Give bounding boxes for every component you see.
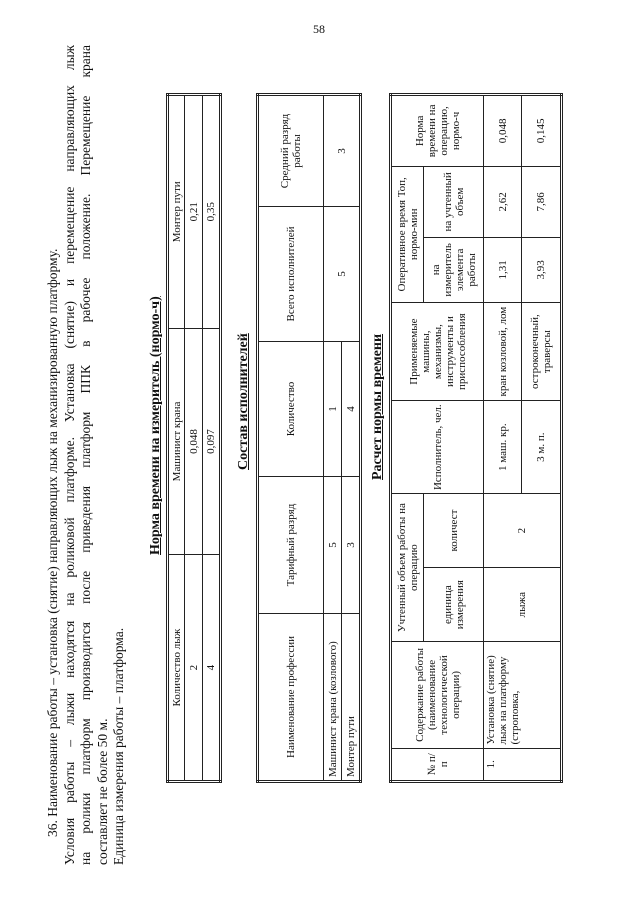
row-norm: 0,048 bbox=[484, 95, 522, 167]
header-machines: Применяемые машины, механизмы, инструменты и приспособления bbox=[391, 302, 484, 401]
header-ski-count: Количество лыж bbox=[168, 555, 185, 782]
total-staff-value: 5 bbox=[324, 207, 361, 342]
table-cell: 0,048 bbox=[185, 328, 203, 555]
calc-table bbox=[389, 93, 563, 783]
row-unit: лыжа bbox=[484, 568, 562, 642]
table-cell: 0,35 bbox=[203, 95, 221, 329]
header-work-content: Содержание работы (наименование технологической операции) bbox=[391, 642, 484, 748]
norm-table bbox=[166, 93, 222, 783]
staff-table bbox=[256, 93, 362, 783]
norm-table-title: Норма времени на измеритель (нормо-ч) bbox=[148, 296, 163, 555]
description-line-3: на ролики платформ производится после приведения платформ ППК в рабочее положение. Перемещение крана bbox=[78, 45, 93, 865]
table-cell: 0,21 bbox=[185, 95, 203, 329]
row-content: Установка (снятие) лыж на платформу (строповка, bbox=[484, 642, 562, 748]
row-norm: 0,145 bbox=[522, 95, 562, 167]
header-tariff-grade: Тарифный разряд bbox=[258, 477, 324, 614]
header-avg-grade: Средний разряд работы bbox=[258, 95, 324, 207]
work-description bbox=[45, 45, 128, 865]
rotated-page-content bbox=[45, 25, 605, 865]
table-cell: 5 bbox=[324, 477, 342, 614]
header-volume: Учтенный объем работы на операцию bbox=[391, 494, 424, 642]
description-line-2: Условия работы – лыжи находятся на роликовой платформе. Установка (снятие) и перемещение направляющих лыж bbox=[61, 45, 77, 865]
header-total-staff: Всего исполнителей bbox=[258, 207, 324, 342]
header-crane-operator: Машинист крана bbox=[168, 328, 185, 555]
header-per-volume: на учтенный объем bbox=[424, 166, 484, 237]
table-cell: 4 bbox=[342, 342, 361, 477]
table-cell: 2 bbox=[185, 555, 203, 782]
description-line-5: Единица измерения работы – платформа. bbox=[111, 627, 126, 865]
row-per-unit: 1,31 bbox=[484, 237, 522, 302]
page-number: 58 bbox=[313, 22, 325, 36]
header-profession: Наименование профессии bbox=[258, 614, 324, 782]
header-executor: Исполнитель, чел. bbox=[391, 401, 484, 494]
table-cell: 1 bbox=[324, 342, 342, 477]
calc-table-title: Расчет нормы времени bbox=[370, 333, 385, 480]
table-cell: 3 bbox=[342, 477, 361, 614]
staff-table-title: Состав исполнителей bbox=[236, 333, 251, 470]
table-cell: Машинист крана (козлового) bbox=[324, 614, 342, 782]
row-per-unit: 3,93 bbox=[522, 237, 562, 302]
row-per-volume: 7,86 bbox=[522, 166, 562, 237]
header-track-worker: Монтер пути bbox=[168, 95, 185, 329]
row-number: 1. bbox=[484, 748, 562, 781]
description-line-1: 36. Наименование работы – установка (снятие) направляющих лыж на механизированную платформу. bbox=[45, 248, 60, 837]
header-unit: единица измерения bbox=[424, 568, 484, 642]
header-count: Количество bbox=[258, 342, 324, 477]
table-cell: Монтер пути bbox=[342, 614, 361, 782]
avg-grade-value: 3 bbox=[324, 95, 361, 207]
row-executor: 3 м. п. bbox=[522, 401, 562, 494]
header-row-number: № п/п bbox=[391, 748, 484, 781]
row-executor: 1 маш. кр. bbox=[484, 401, 522, 494]
header-quantity: количест bbox=[424, 494, 484, 568]
row-machines: кран козловой, лом bbox=[484, 302, 522, 401]
table-cell: 0,097 bbox=[203, 328, 221, 555]
header-operating-time: Оперативное время Топ, нормо-мин bbox=[391, 166, 424, 302]
header-time-norm: Норма времени на операцию, нормо-ч bbox=[391, 95, 484, 167]
row-quantity: 2 bbox=[484, 494, 562, 568]
header-per-unit: на измеритель элемента работы bbox=[424, 237, 484, 302]
row-machines: остроконечный, траверсы bbox=[522, 302, 562, 401]
row-per-volume: 2,62 bbox=[484, 166, 522, 237]
description-line-4: составляет не более 50 м. bbox=[94, 718, 110, 865]
table-cell: 4 bbox=[203, 555, 221, 782]
